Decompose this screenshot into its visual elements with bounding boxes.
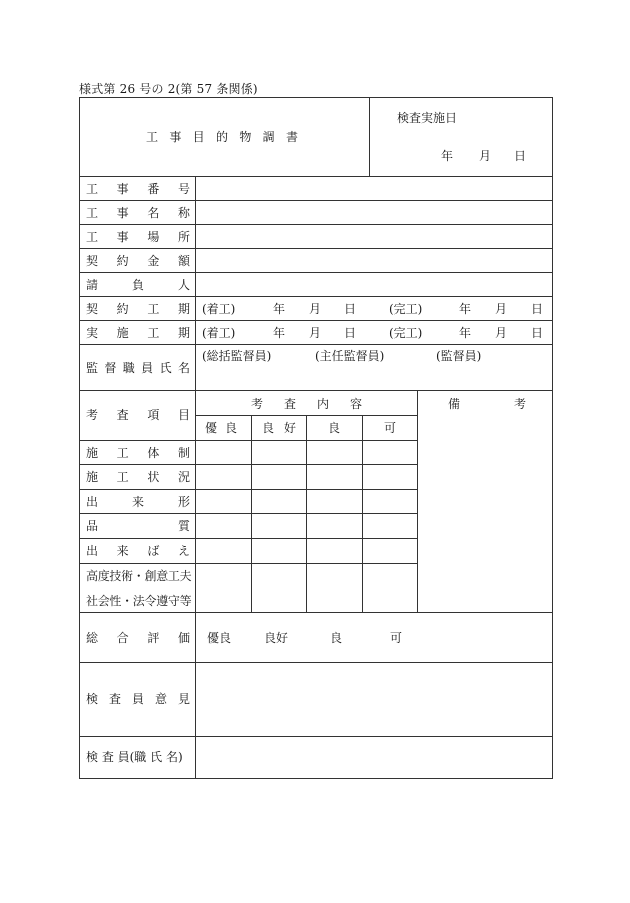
grid-line: [362, 415, 363, 612]
grid-line: [80, 390, 552, 391]
actual-start-month: 月: [309, 326, 322, 340]
grid-line: [80, 612, 552, 613]
contract-start-month: 月: [309, 302, 322, 316]
review-item-workmanship: 出 来 形: [86, 495, 190, 509]
inspection-month-label: 月: [479, 149, 492, 163]
label-contract-period: 契 約 工 期: [86, 302, 190, 316]
grid-line: [80, 440, 418, 441]
general-supervisor-label: (総括監督員): [202, 349, 272, 363]
contract-start-day: 日: [344, 302, 357, 316]
actual-end-year: 年: [459, 326, 472, 340]
contract-end-day: 日: [531, 302, 544, 316]
grid-line: [80, 176, 552, 177]
overall-option-pass: 可: [390, 631, 403, 645]
label-inspector-opinion: 検 査 員 意 見: [86, 692, 190, 706]
grid-line: [80, 320, 552, 321]
label-overall-evaluation: 総 合 評 価: [86, 631, 190, 645]
grade-pass-header: 可: [384, 421, 397, 435]
contract-start-label: (着工): [202, 302, 236, 316]
chief-supervisor-label: (主任監督員): [315, 349, 385, 363]
grid-line: [80, 248, 552, 249]
grid-line: [196, 415, 418, 416]
contract-end-label: (完工): [389, 302, 423, 316]
label-review-content: 考 査 内 容: [251, 397, 362, 411]
label-supervisor-names: 監 督 職 員 氏 名: [86, 361, 190, 375]
contract-end-month: 月: [495, 302, 508, 316]
actual-start-day: 日: [344, 326, 357, 340]
label-inspector-name: 検 査 員(職 氏 名): [86, 750, 183, 764]
label-contractor: 請 負 人: [86, 278, 190, 292]
grid-line: [251, 415, 252, 612]
label-construction-name: 工 事 名 称: [86, 206, 190, 220]
overall-option-fair: 良: [330, 631, 343, 645]
overall-option-excellent: 優良: [207, 631, 232, 645]
inspection-day-label: 日: [514, 149, 527, 163]
grid-line: [80, 489, 418, 490]
review-item-advanced-technology: 高度技術・創意工夫: [86, 569, 192, 583]
review-item-quality: 品 質: [86, 519, 190, 533]
inspection-year-label: 年: [441, 149, 454, 163]
label-remarks: 備 考: [448, 397, 526, 411]
label-review-items: 考 査 項 目: [86, 408, 190, 422]
inspection-date-label: 検査実施日: [397, 111, 458, 125]
grid-line: [80, 736, 552, 737]
grid-line: [80, 513, 418, 514]
form-caption: 様式第 26 号の 2(第 57 条関係): [79, 82, 258, 96]
review-item-construction-system: 施 工 体 制: [86, 446, 190, 460]
grid-line: [80, 200, 552, 201]
review-item-construction-status: 施 工 状 況: [86, 470, 190, 484]
grade-good-header: 良 好: [262, 421, 296, 435]
grid-line: [80, 464, 418, 465]
inspection-form: [79, 97, 553, 779]
actual-end-day: 日: [531, 326, 544, 340]
grid-line: [80, 224, 552, 225]
grid-line: [306, 415, 307, 612]
grid-line: [80, 538, 418, 539]
label-construction-number: 工 事 番 号: [86, 182, 190, 196]
supervisor-label: (監督員): [436, 349, 482, 363]
grid-line: [195, 176, 196, 778]
grade-fair-header: 良: [328, 421, 341, 435]
grid-line: [417, 390, 418, 612]
label-construction-site: 工 事 場 所: [86, 230, 190, 244]
grid-line: [80, 563, 418, 564]
label-actual-period: 実 施 工 期: [86, 326, 190, 340]
overall-option-good: 良好: [264, 631, 289, 645]
grade-excellent-header: 優 良: [205, 421, 237, 435]
actual-end-month: 月: [495, 326, 508, 340]
grid-line: [80, 662, 552, 663]
grid-line: [369, 98, 370, 176]
grid-line: [80, 296, 552, 297]
actual-end-label: (完工): [389, 326, 423, 340]
actual-start-label: (着工): [202, 326, 236, 340]
contract-start-year: 年: [273, 302, 286, 316]
grid-line: [80, 344, 552, 345]
review-item-finish: 出 来 ば え: [86, 544, 190, 558]
form-title: 工 事 目 的 物 調 書: [146, 130, 298, 144]
review-item-social-compliance: 社会性・法令遵守等: [86, 594, 192, 608]
actual-start-year: 年: [273, 326, 286, 340]
label-contract-amount: 契 約 金 額: [86, 254, 190, 268]
grid-line: [80, 272, 552, 273]
contract-end-year: 年: [459, 302, 472, 316]
